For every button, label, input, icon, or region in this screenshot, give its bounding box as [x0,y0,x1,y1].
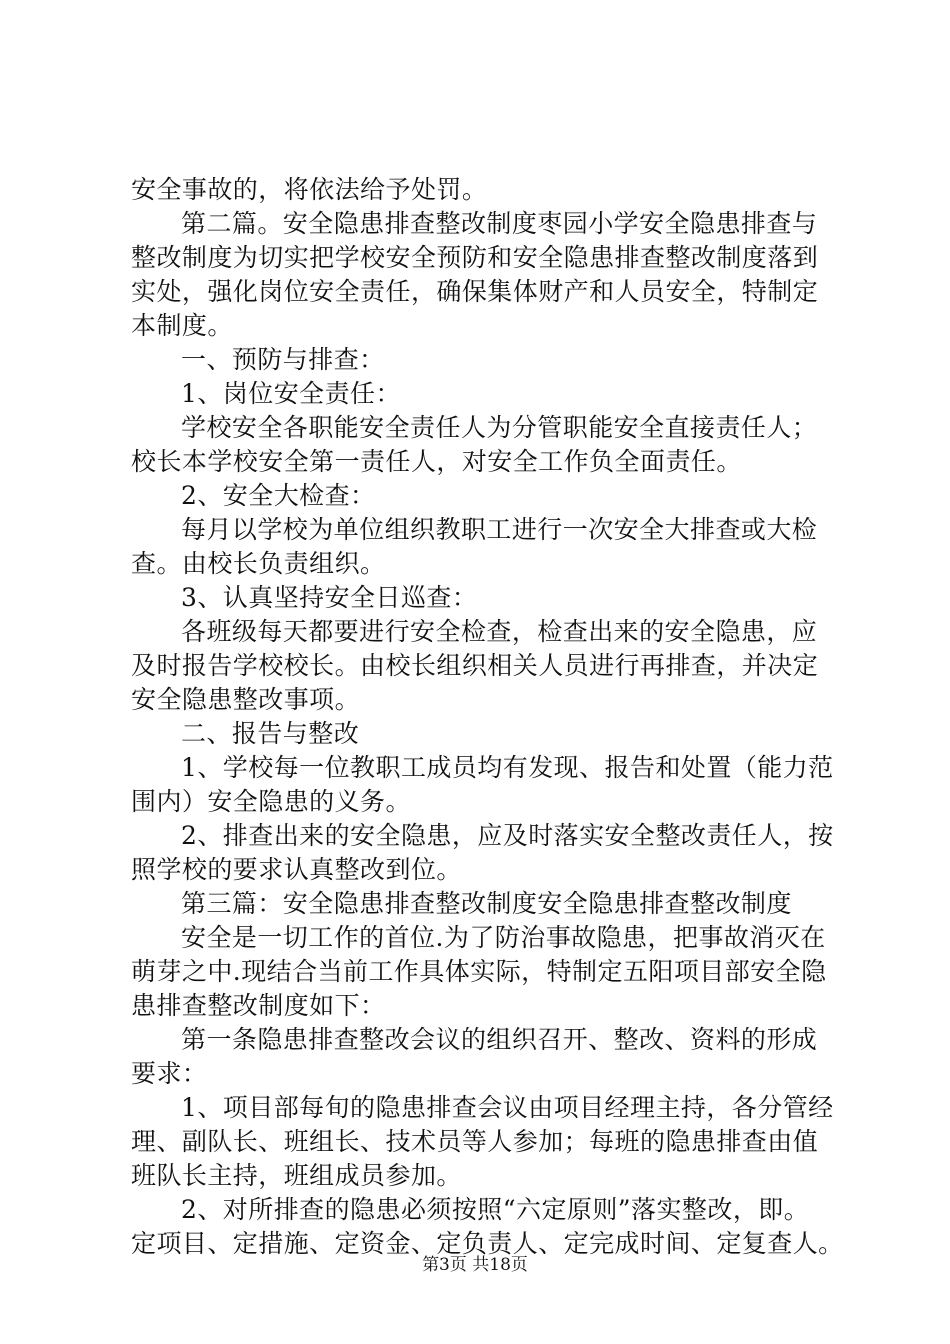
page-number-footer: 第3页 共18页 [422,1255,528,1275]
text-line-18: 1、学校每一位教职工成员均有发现、报告和处置（能力范 [181,753,834,782]
text-line-19: 围内）安全隐患的义务。 [131,787,411,816]
text-line-2: 第二篇。安全隐患排查整改制度枣园小学安全隐患排查与 [181,209,818,238]
section-heading-prevention: 一、预防与排查： [181,345,385,374]
text-line-4: 实处，强化岗位安全责任，确保集体财产和人员安全，特制定 [131,277,819,306]
section-heading-report: 二、报告与整改 [181,719,360,748]
chapter-heading-third: 第三篇：安全隐患排查整改制度安全隐患排查整改制度 [181,889,792,918]
text-line-28: 1、项目部每旬的隐患排查会议由项目经理主持，各分管经 [181,1093,834,1122]
text-line-20: 2、排查出来的安全隐患，应及时落实安全整改责任人，按 [181,821,834,850]
text-line-32: 定项目、定措施、定资金、定负责人、定完成时间、定复查人。 [131,1229,844,1258]
text-line-16: 安全隐患整改事项。 [131,685,361,714]
text-line-11: 每月以学校为单位组织教职工进行一次安全大排查或大检 [181,515,818,544]
text-line-12: 查。由校长负责组织。 [131,549,386,578]
text-line-31: 2、对所排查的隐患必须按照“六定原则”落实整改，即。 [181,1195,810,1224]
text-line-21: 照学校的要求认真整改到位。 [131,855,462,884]
text-line-25: 患排查整改制度如下： [131,991,386,1020]
text-line-30: 班队长主持，班组成员参加。 [131,1161,462,1190]
text-line-8: 学校安全各职能安全责任人为分管职能安全直接责任人； [181,413,818,442]
text-line-9: 校长本学校安全第一责任人，对安全工作负全面责任。 [131,447,742,476]
text-line-5: 本制度。 [131,311,233,340]
text-line-1: 安全事故的，将依法给予处罚。 [131,175,488,204]
subheading-post-responsibility: 1、岗位安全责任： [181,379,401,408]
text-line-23: 安全是一切工作的首位.为了防治事故隐患，把事故消灭在 [181,923,826,952]
text-line-24: 萌芽之中.现结合当前工作具体实际，特制定五阳项目部安全隐 [131,957,827,986]
text-line-14: 各班级每天都要进行安全检查，检查出来的安全隐患，应 [181,617,818,646]
subheading-daily-patrol: 3、认真坚持安全日巡查： [181,583,478,612]
text-line-15: 及时报告学校校长。由校长组织相关人员进行再排查，并决定 [131,651,819,680]
text-line-29: 理、副队长、班组长、技术员等人参加；每班的隐患排查由值 [131,1127,819,1156]
text-line-27: 要求： [131,1059,208,1088]
article-heading-first: 第一条隐患排查整改会议的组织召开、整改、资料的形成 [181,1025,818,1054]
text-line-3: 整改制度为切实把学校安全预防和安全隐患排查整改制度落到 [131,243,819,272]
subheading-safety-inspection: 2、安全大检查： [181,481,376,510]
